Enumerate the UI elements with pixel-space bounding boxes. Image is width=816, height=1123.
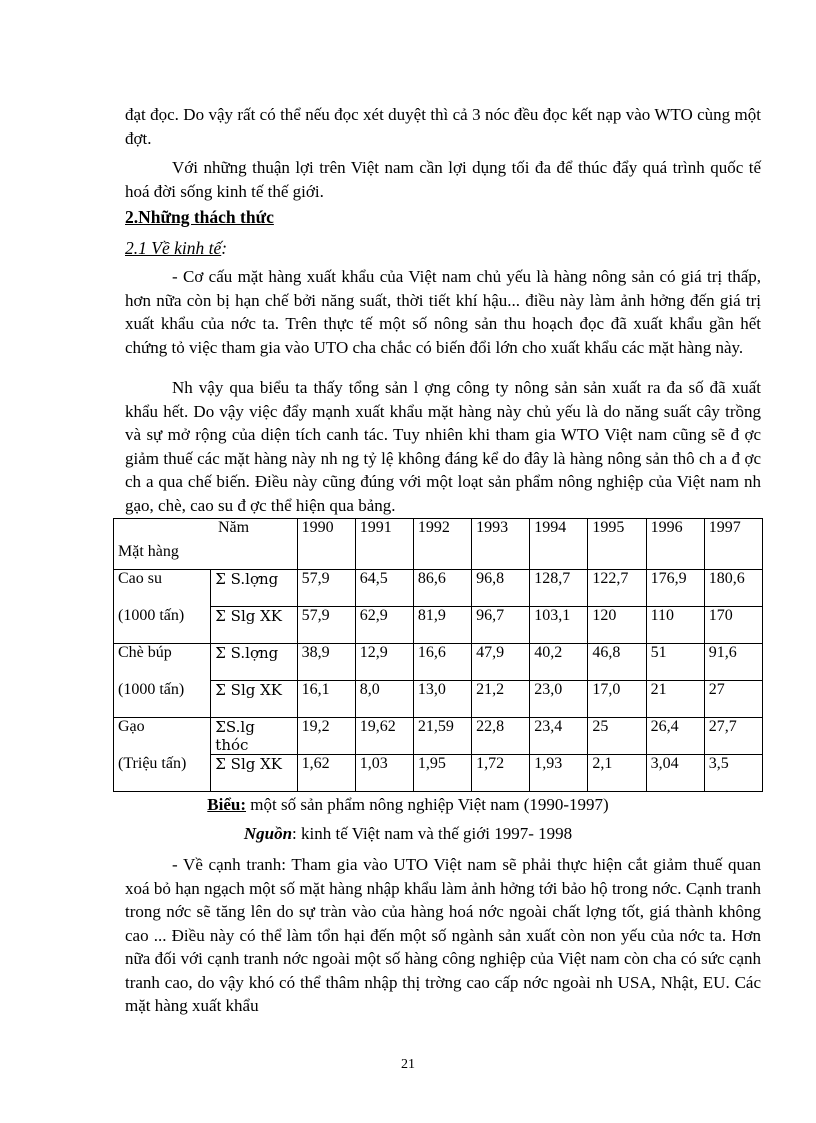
caption-label: Biểu: [207, 795, 247, 814]
year-header: 1991 [355, 519, 413, 570]
year-header: 1992 [413, 519, 471, 570]
value-cell: 3,04 [646, 755, 704, 792]
subsection-heading [125, 238, 227, 259]
subsection-heading-text: 2.1 Về kinh tế [125, 238, 222, 258]
value-cell: 26,4 [646, 718, 704, 755]
year-header: 1990 [297, 519, 355, 570]
value-cell: 27,7 [704, 718, 762, 755]
paragraph-5: - Về cạnh tranh: Tham gia vào UTO Việt nam sẽ phải thực hiện cắt giảm thuế quan xoá bỏ hạn ngạch một số mặt hàng nhập khẩu làm ảnh hởng tới bảo hộ trong nớc. Cạnh tranh trong nớc sẽ tăng lên do sự tràn vào của hàng hoá nớc ngoài chất lợng tốt, giá thành không cao ... Điều này có thể làm tổn hại đến một số ngành sản xuất còn non yếu của nớc ta. Hơn nữa đối với cạnh tranh nớc ngoài một số hàng công nghiệp của Việt nam còn cha có sức cạnh tranh cao, do vậy khó có thể thâm nhập thị trờng cao cấp nớc ngoài nh USA, Nhật, EU. Các mặt hàng xuất khẩu [125, 855, 761, 1015]
value-cell: 62,9 [355, 607, 413, 644]
value-cell: 47,9 [472, 644, 530, 681]
measure-cell: Σ Slg XK [211, 755, 297, 792]
value-cell: 57,9 [297, 607, 355, 644]
table-row [114, 644, 763, 681]
item-cell: (1000 tấn) [114, 607, 211, 644]
item-cell: (1000 tấn) [114, 681, 211, 718]
item-cell: (Triệu tấn) [114, 755, 211, 792]
table-caption [0, 795, 816, 815]
value-cell: 1,95 [413, 755, 471, 792]
measure-cell: Σ S.lợng [211, 644, 297, 681]
value-cell: 96,8 [472, 570, 530, 607]
subsection-heading-colon: : [221, 238, 228, 258]
value-cell: 180,6 [704, 570, 762, 607]
value-cell: 16,1 [297, 681, 355, 718]
table-row [114, 570, 763, 607]
item-cell: Cao su [114, 570, 211, 607]
value-cell: 91,6 [704, 644, 762, 681]
item-cell: Gạo [114, 718, 211, 755]
agri-products-table [113, 518, 763, 792]
value-cell: 40,2 [530, 644, 588, 681]
header-year-label: Năm [218, 519, 250, 536]
value-cell: 103,1 [530, 607, 588, 644]
value-cell: 57,9 [297, 570, 355, 607]
value-cell: 16,6 [413, 644, 471, 681]
source-text: : kinh tế Việt nam và thế giới 1997- 1998 [292, 824, 573, 843]
measure-cell: ΣS.lg thóc [211, 718, 297, 755]
table-header-row [114, 519, 763, 570]
value-cell: 21,59 [413, 718, 471, 755]
value-cell: 46,8 [588, 644, 646, 681]
paragraph-1: đạt đọc. Do vậy rất có thể nếu đọc xét duyệt thì cả 3 nóc đều đọc kết nạp vào WTO cùng một đợt. [125, 105, 761, 148]
year-header: 1996 [646, 519, 704, 570]
year-header: 1993 [472, 519, 530, 570]
value-cell: 110 [646, 607, 704, 644]
source-line [0, 824, 816, 844]
header-corner-cell [114, 519, 298, 570]
value-cell: 27 [704, 681, 762, 718]
paragraph-3: - Cơ cấu mặt hàng xuất khẩu của Việt nam chủ yếu là hàng nông sản có giá trị thấp, hơn nữa còn bị hạn chế bởi năng suất, thời tiết khí hậu... điều này làm ảnh hởng đến giá trị xuất khẩu của nớc ta. Trên thực tế một số nông sản thu hoạch đọc đã xuất khẩu gần hết chứng tỏ việc tham gia vào UTO cha chắc có biến đổi lớn cho xuất khẩu các mặt hàng này. [125, 267, 761, 357]
header-item-label: Mặt hàng [118, 543, 179, 560]
value-cell: 1,62 [297, 755, 355, 792]
value-cell: 23,0 [530, 681, 588, 718]
value-cell: 21 [646, 681, 704, 718]
value-cell: 8,0 [355, 681, 413, 718]
value-cell: 22,8 [472, 718, 530, 755]
measure-cell: Σ Slg XK [211, 607, 297, 644]
value-cell: 128,7 [530, 570, 588, 607]
value-cell: 1,72 [472, 755, 530, 792]
value-cell: 176,9 [646, 570, 704, 607]
year-header: 1995 [588, 519, 646, 570]
table-row [114, 755, 763, 792]
value-cell: 1,03 [355, 755, 413, 792]
value-cell: 19,62 [355, 718, 413, 755]
paragraph-2: Với những thuận lợi trên Việt nam cần lợi dụng tối đa để thúc đẩy quá trình quốc tế hoá đời sống kinh tế thế giới. [125, 158, 761, 201]
measure-cell: Σ S.lợng [211, 570, 297, 607]
section-heading: 2.Những thách thức [125, 207, 274, 227]
year-header: 1994 [530, 519, 588, 570]
caption-text: một số sản phẩm nông nghiệp Việt nam (1990-1997) [246, 795, 609, 814]
value-cell: 86,6 [413, 570, 471, 607]
value-cell: 51 [646, 644, 704, 681]
value-cell: 122,7 [588, 570, 646, 607]
table-row [114, 718, 763, 755]
value-cell: 120 [588, 607, 646, 644]
value-cell: 17,0 [588, 681, 646, 718]
value-cell: 19,2 [297, 718, 355, 755]
value-cell: 170 [704, 607, 762, 644]
value-cell: 3,5 [704, 755, 762, 792]
value-cell: 38,9 [297, 644, 355, 681]
paragraph-4: Nh vậy qua biểu ta thấy tổng sản l ợng công ty nông sản sản xuất ra đa số đã xuất khẩu hết. Do vậy việc đẩy mạnh xuất khẩu mặt hàng này chủ yếu là do năng suất cây trồng và sự mở rộng của diện tích canh tác. Tuy nhiên khi tham gia WTO Việt nam cũng sẽ đ ợc giảm thuế các mặt hàng này nh ng tỷ lệ không đáng kể do đây là hàng nông sản thô ch a đ ợc ch a qua chế biến. Điều này cũng đúng với một loạt sản phẩm nông nghiệp của Việt nam nh gạo, chè, cao su đ ợc thể hiện qua bảng. [125, 378, 761, 515]
table-row [114, 681, 763, 718]
source-label: Nguồn [243, 824, 293, 843]
value-cell: 25 [588, 718, 646, 755]
value-cell: 96,7 [472, 607, 530, 644]
value-cell: 1,93 [530, 755, 588, 792]
table-row [114, 607, 763, 644]
value-cell: 64,5 [355, 570, 413, 607]
page-number: 21 [401, 1057, 415, 1072]
value-cell: 21,2 [472, 681, 530, 718]
measure-cell: Σ Slg XK [211, 681, 297, 718]
value-cell: 23,4 [530, 718, 588, 755]
value-cell: 12,9 [355, 644, 413, 681]
value-cell: 13,0 [413, 681, 471, 718]
value-cell: 81,9 [413, 607, 471, 644]
value-cell: 2,1 [588, 755, 646, 792]
item-cell: Chè búp [114, 644, 211, 681]
year-header: 1997 [704, 519, 762, 570]
